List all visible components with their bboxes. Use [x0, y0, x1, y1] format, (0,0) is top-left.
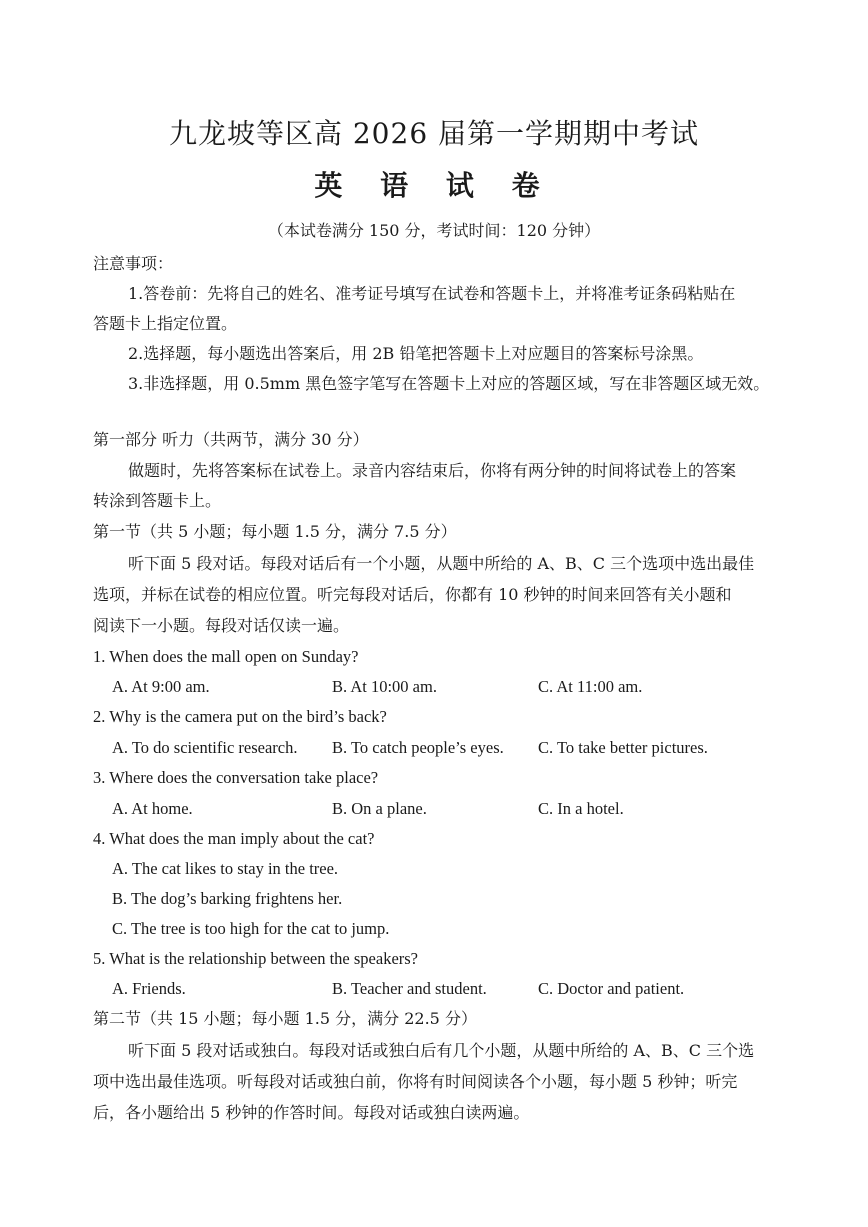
q2-option-a: A. To do scientific research. — [112, 738, 298, 757]
q4-option-b: B. The dog’s barking frightens her. — [112, 889, 343, 908]
q2-option-c: C. To take better pictures. — [538, 738, 708, 757]
q5-option-a: A. Friends. — [112, 979, 186, 998]
section1-intro-cont: 选项，并标在试卷的相应位置。听完每段对话后，你都有 10 秒钟的时间来回答有关小题和 — [93, 585, 732, 604]
notice-item-3: 3.非选择题，用 0.5mm 黑色签字笔写在答题卡上对应的答题区域，写在非答题区域无效。 — [128, 374, 770, 393]
q2-option-b: B. To catch people’s eyes. — [332, 738, 504, 757]
question-1: 1. When does the mall open on Sunday? — [93, 647, 359, 666]
question-4: 4. What does the man imply about the cat? — [93, 829, 375, 848]
q5-option-c: C. Doctor and patient. — [538, 979, 685, 998]
section1-heading: 第一节（共 5 小题；每小题 1.5 分，满分 7.5 分） — [93, 522, 457, 541]
part1-intro-cont: 转涂到答题卡上。 — [93, 491, 222, 510]
q1-option-a: A. At 9:00 am. — [112, 677, 210, 696]
notice-item-1-cont: 答题卡上指定位置。 — [93, 314, 238, 333]
section2-intro: 听下面 5 段对话或独白。每段对话或独白后有几个小题，从题中所给的 A、B、C 三个选 — [128, 1041, 755, 1060]
section2-intro-cont: 后，各小题给出 5 秒钟的作答时间。每段对话或独白读两遍。 — [93, 1103, 530, 1122]
exam-title: 九龙坡等区高 2026 届第一学期期中考试 — [168, 117, 700, 150]
section2-intro-cont: 项中选出最佳选项。听每段对话或独白前，你将有时间阅读各个小题，每小题 5 秒钟；听完 — [93, 1072, 738, 1091]
section1-intro: 听下面 5 段对话。每段对话后有一个小题，从题中所给的 A、B、C 三个选项中选出最佳 — [128, 554, 755, 573]
question-3: 3. Where does the conversation take place? — [93, 768, 379, 787]
q3-option-c: C. In a hotel. — [538, 799, 624, 818]
question-2: 2. Why is the camera put on the bird’s back? — [93, 707, 387, 726]
section1-intro-cont: 阅读下一小题。每段对话仅读一遍。 — [93, 616, 350, 635]
q3-option-b: B. On a plane. — [332, 799, 427, 818]
notice-item-1: 1.答卷前：先将自己的姓名、准考证号填写在试卷和答题卡上，并将准考证条码粘贴在 — [128, 284, 736, 303]
part1-heading: 第一部分 听力（共两节，满分 30 分） — [93, 430, 369, 449]
part1-intro: 做题时，先将答案标在试卷上。录音内容结束后，你将有两分钟的时间将试卷上的答案 — [128, 461, 737, 480]
q4-option-c: C. The tree is too high for the cat to jump. — [112, 919, 390, 938]
subject-title: 英 语 试 卷 — [314, 169, 554, 202]
notice-item-2: 2.选择题，每小题选出答案后，用 2B 铅笔把答题卡上对应题目的答案标号涂黑。 — [128, 344, 704, 363]
section2-heading: 第二节（共 15 小题；每小题 1.5 分，满分 22.5 分） — [93, 1009, 477, 1028]
q3-option-a: A. At home. — [112, 799, 193, 818]
exam-info: （本试卷满分 150 分，考试时间：120 分钟） — [267, 221, 601, 240]
question-5: 5. What is the relationship between the speakers? — [93, 949, 419, 968]
q5-option-b: B. Teacher and student. — [332, 979, 487, 998]
q4-option-a: A. The cat likes to stay in the tree. — [112, 859, 339, 878]
q1-option-c: C. At 11:00 am. — [538, 677, 643, 696]
q1-option-b: B. At 10:00 am. — [332, 677, 437, 696]
notice-heading: 注意事项： — [93, 254, 174, 273]
